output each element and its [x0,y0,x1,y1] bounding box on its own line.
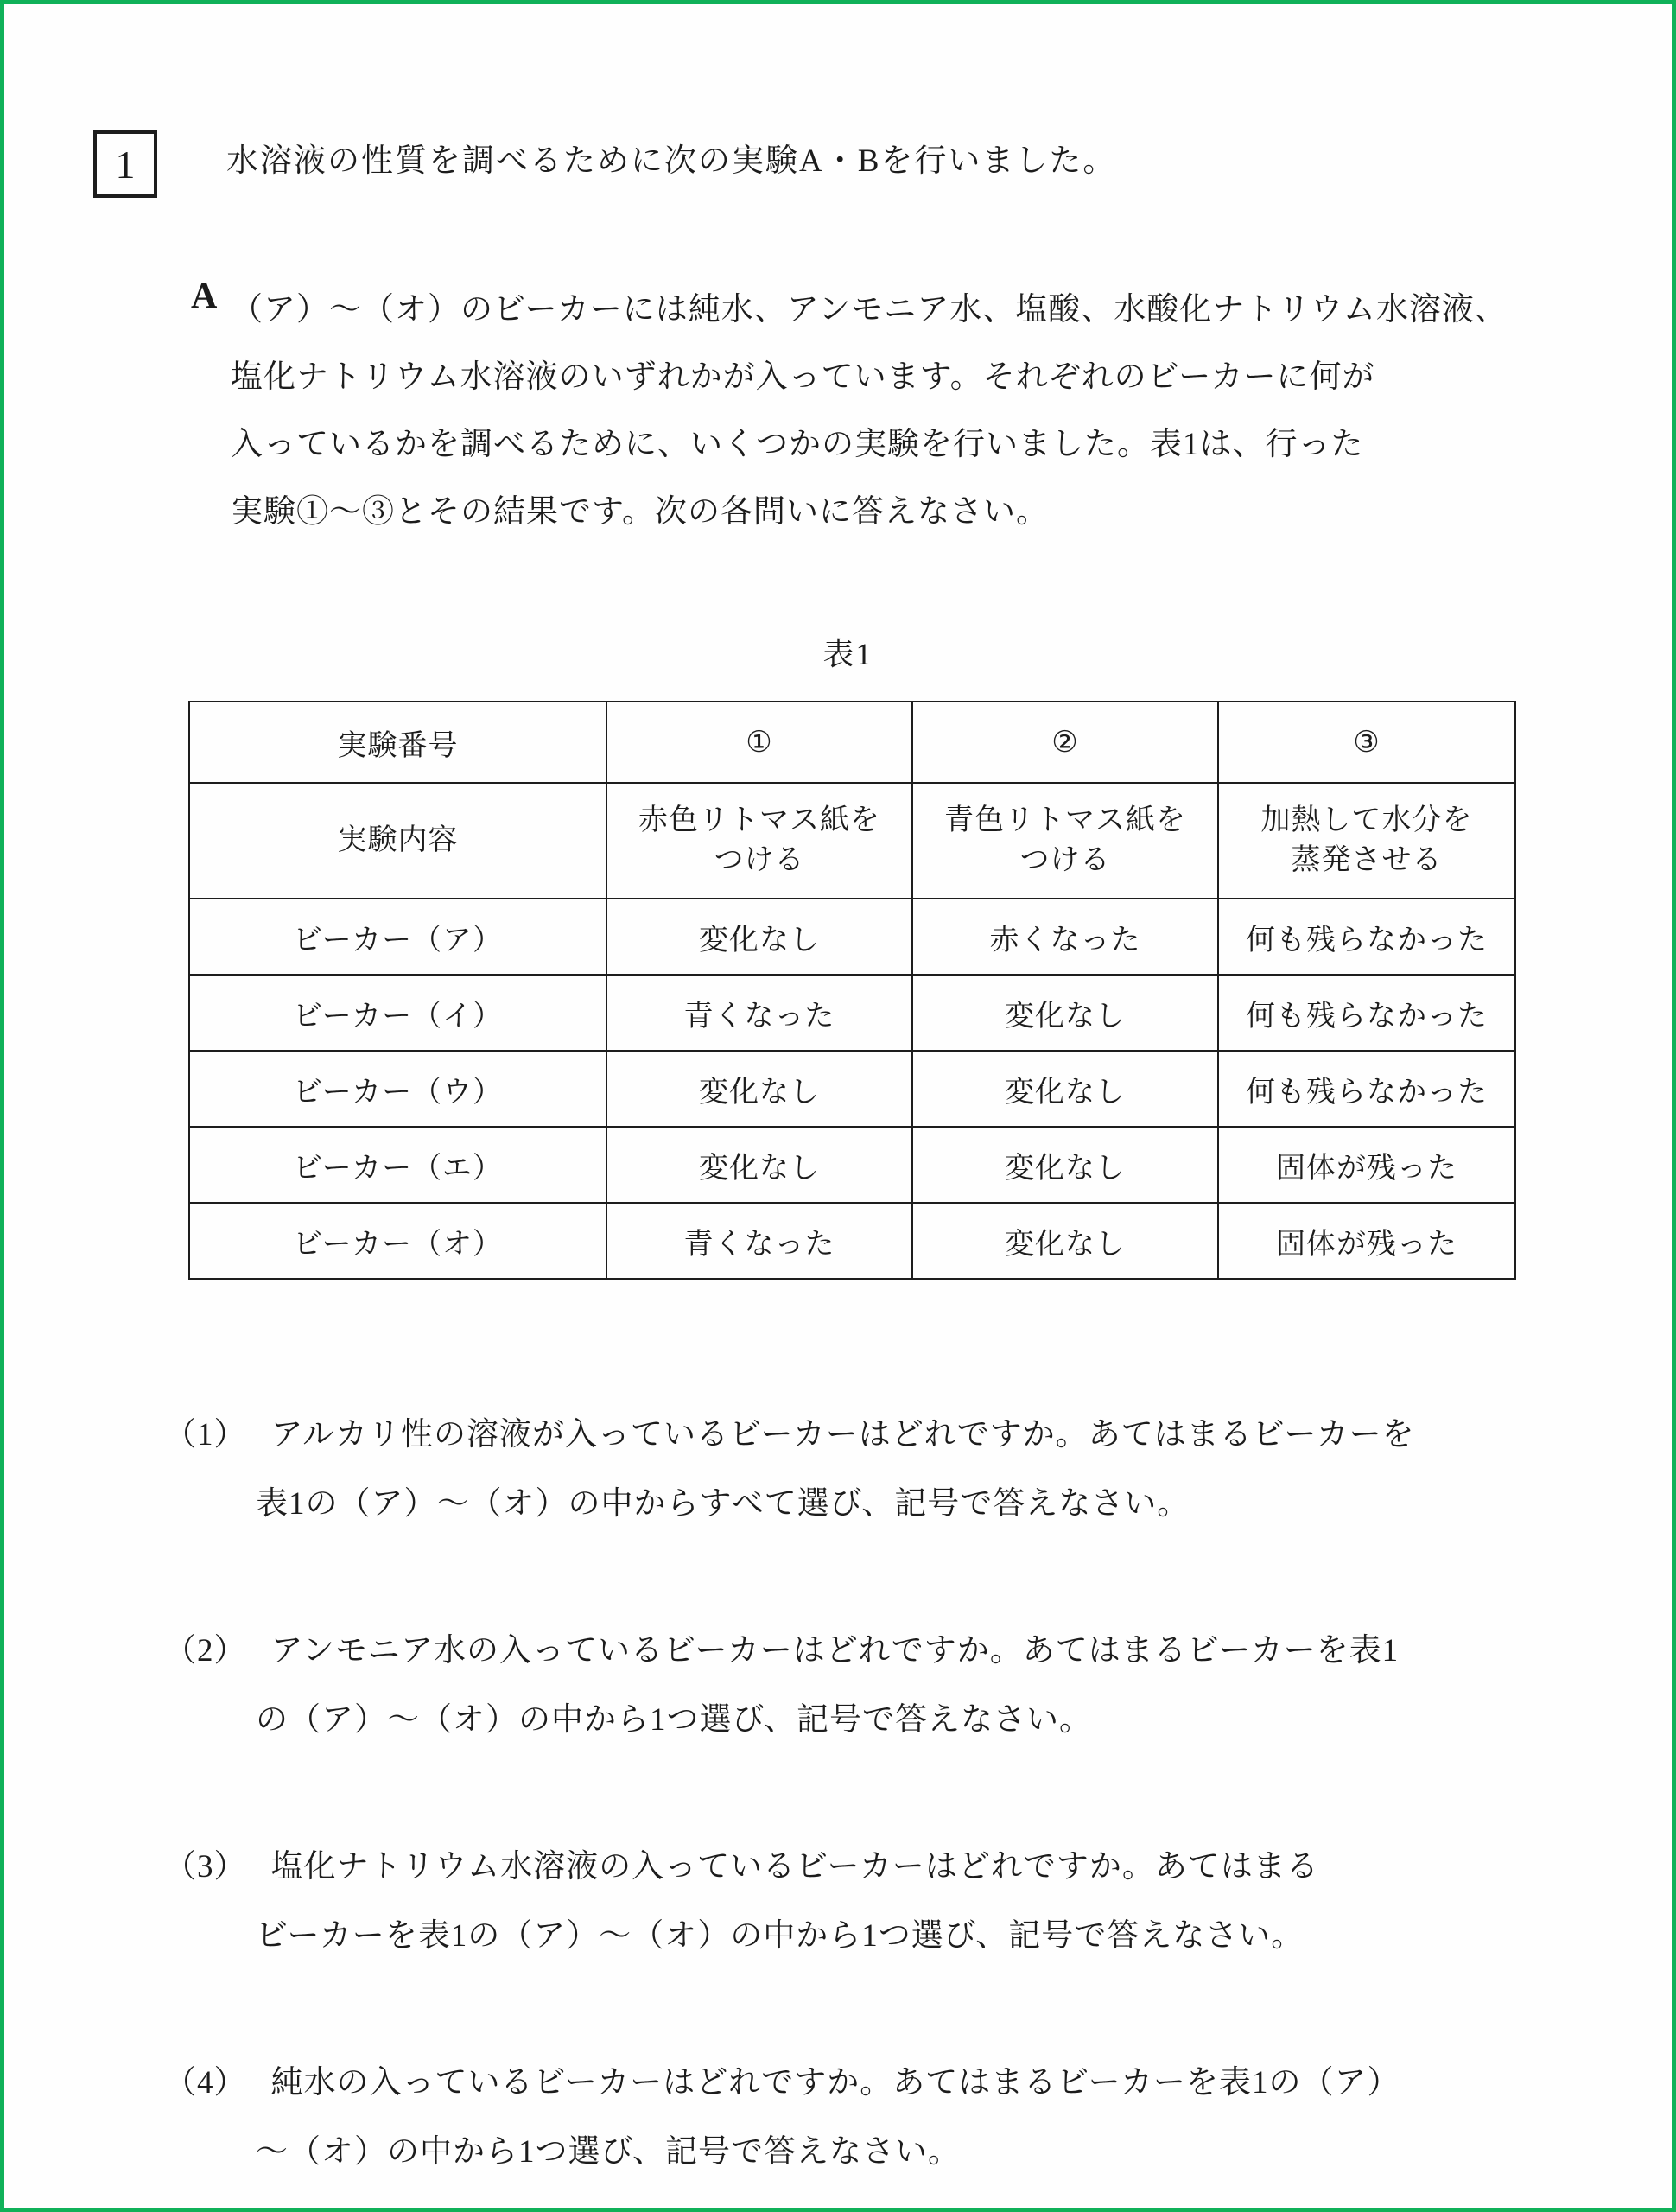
result-cell: 変化なし [912,1203,1218,1279]
result-cell: 何も残らなかった [1218,1051,1515,1127]
result-cell: 青くなった [606,1203,912,1279]
table-method-row [189,783,1515,899]
question-line [164,1629,1399,1698]
table-row-beaker-u [189,1051,1515,1127]
method-line: つける [1019,844,1111,876]
question-number: （1） [164,1417,247,1452]
result-cell: 何も残らなかった [1218,899,1515,975]
question-text: 塩化ナトリウム水溶液の入っているビーカーはどれですか。あてはまる [270,1849,1319,1885]
section-a-line: 実験①～③とその結果です。次の各問いに答えなさい。 [231,494,1050,530]
beaker-label: ビーカー（ア） [189,899,606,975]
result-cell: 変化なし [912,975,1218,1051]
section-a-label: A [191,276,218,316]
question-line [164,1413,1415,1482]
result-cell: 青くなった [606,975,912,1051]
header-cell-exp-3: ③ [1218,702,1515,783]
question-text: 純水の入っているビーカーはどれですか。あてはまるビーカーを表1の（ア） [270,2065,1400,2101]
table-row-beaker-i [189,975,1515,1051]
section-a-line: 入っているかを調べるために、いくつかの実験を行いました。表1は、行った [231,427,1364,462]
question-1 [164,1413,1415,1551]
method-line: 赤色リトマス紙を [638,804,880,836]
result-cell: 何も残らなかった [1218,975,1515,1051]
header-cell-exp-2: ② [912,702,1218,783]
result-cell: 変化なし [606,1051,912,1127]
method-cell-exp-3 [1218,783,1515,899]
question-4 [164,2061,1400,2199]
method-row-label: 実験内容 [189,783,606,899]
result-cell: 固体が残った [1218,1127,1515,1203]
section-a-line: 塩化ナトリウム水溶液のいずれかが入っています。それぞれのビーカーに何が [231,359,1375,395]
table-row-beaker-a [189,899,1515,975]
table-row-beaker-o [189,1203,1515,1279]
question-line: ビーカーを表1の（ア）～（オ）の中から1つ選び、記号で答えなさい。 [256,1918,1305,1954]
experiment-results-table [188,701,1516,1280]
table-header-row [189,702,1515,783]
method-line: 蒸発させる [1291,844,1443,876]
question-line: ～（オ）の中から1つ選び、記号で答えなさい。 [256,2134,962,2170]
method-cell-exp-2 [912,783,1218,899]
table-row-beaker-e [189,1127,1515,1203]
method-cell-exp-1 [606,783,912,899]
result-cell: 変化なし [606,899,912,975]
question-2 [164,1629,1399,1767]
header-cell-exp-1: ① [606,702,912,783]
question-line: の（ア）～（オ）の中から1つ選び、記号で答えなさい。 [256,1702,1093,1738]
question-number: （2） [164,1633,247,1669]
header-cell-experiment-number: 実験番号 [189,702,606,783]
beaker-label: ビーカー（オ） [189,1203,606,1279]
method-line: 加熱して水分を [1260,804,1473,836]
question-line: 表1の（ア）～（オ）の中からすべて選び、記号で答えなさい。 [256,1486,1190,1522]
section-a-line: （ア）～（オ）のビーカーには純水、アンモニア水、塩酸、水酸化ナトリウム水溶液、 [231,292,1508,327]
table-caption: 表1 [822,637,873,671]
question-number: （4） [164,2065,247,2101]
result-cell: 変化なし [606,1127,912,1203]
page-title: 水溶液の性質を調べるために次の実験A・Bを行いました。 [226,143,1117,179]
question-line [164,2061,1400,2130]
result-cell: 変化なし [912,1127,1218,1203]
question-number: （3） [164,1849,247,1885]
result-cell: 固体が残った [1218,1203,1515,1279]
result-cell: 赤くなった [912,899,1218,975]
problem-number-box [93,130,157,198]
question-text: アンモニア水の入っているビーカーはどれですか。あてはまるビーカーを表1 [270,1633,1400,1669]
beaker-label: ビーカー（エ） [189,1127,606,1203]
beaker-label: ビーカー（ウ） [189,1051,606,1127]
question-line [164,1845,1319,1914]
question-3 [164,1845,1319,1983]
question-text: アルカリ性の溶液が入っているビーカーはどれですか。あてはまるビーカーを [270,1417,1415,1452]
problem-number: 1 [115,142,136,187]
beaker-label: ビーカー（イ） [189,975,606,1051]
method-line: 青色リトマス紙を [944,804,1186,836]
result-cell: 変化なし [912,1051,1218,1127]
method-line: つける [714,844,805,876]
